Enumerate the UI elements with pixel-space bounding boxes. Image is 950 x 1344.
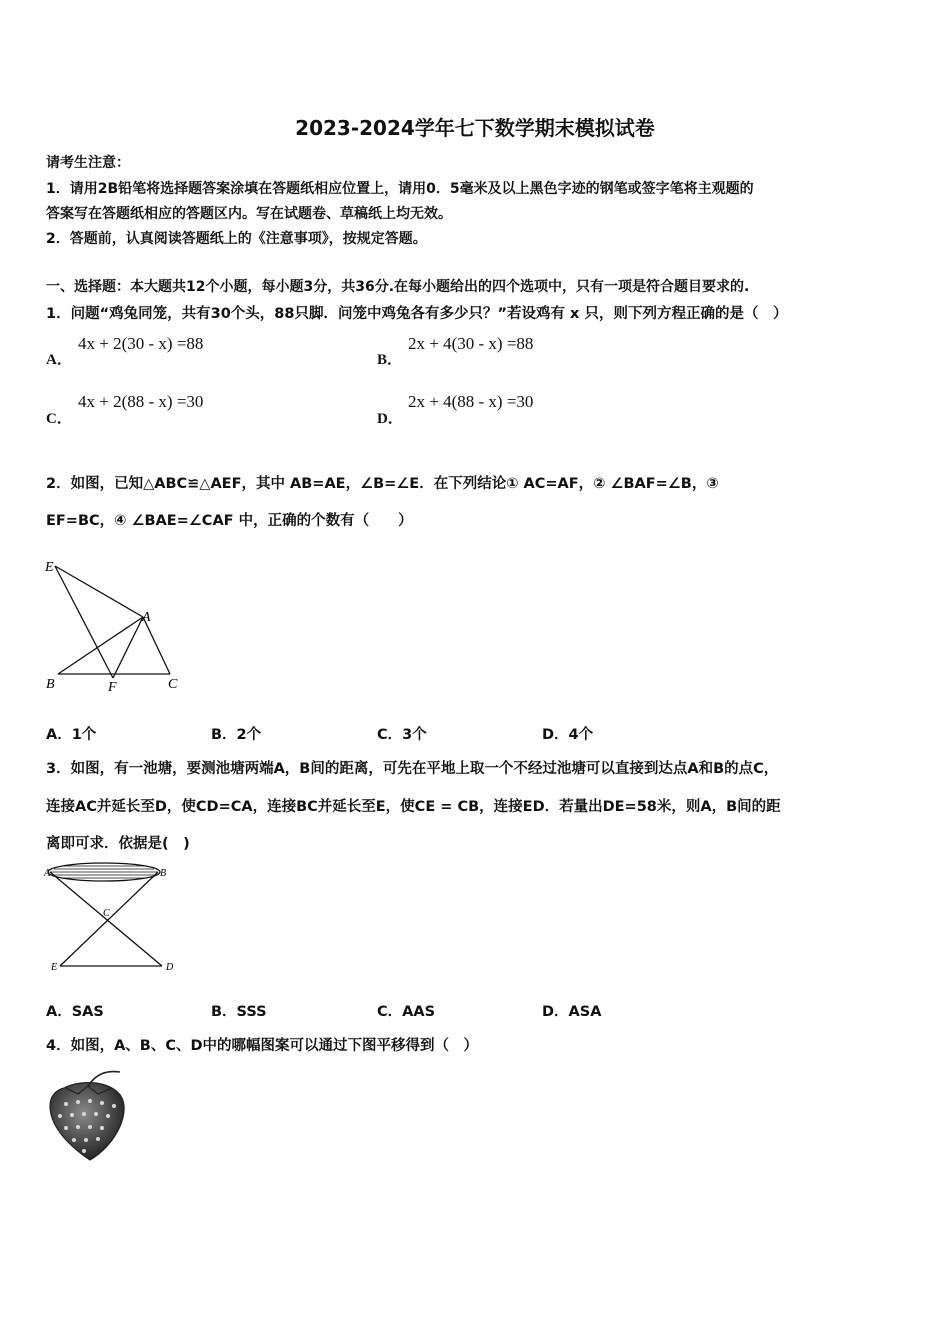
q1-option-b-label: B． [377, 352, 403, 368]
q3-segment-ad [50, 872, 162, 966]
q2-choice-b: B．2个 [211, 727, 262, 743]
q2-choice-a: A．1个 [46, 727, 97, 743]
q1-option-a-label: A． [46, 352, 72, 368]
q3-label-e: E [51, 962, 58, 973]
q2-segment-af [113, 617, 143, 678]
q4-stem: 4．如图，A、B、C、D中的哪幅图案可以通过下图平移得到（ ） [46, 1038, 479, 1054]
q4-strawberry-body [50, 1083, 124, 1160]
q1-stem: 1．问题“鸡兔同笼，共有30个头，88只脚．问笼中鸡兔各有多少只？”若设鸡有 x 只，则下列方程正确的是（ ） [46, 306, 788, 322]
q2-triangle-figure [40, 556, 190, 696]
q3-label-a: A [44, 868, 51, 879]
q2-stem-line-2: EF=BC，④ ∠BAE=∠CAF 中，正确的个数有（ ） [46, 513, 413, 529]
notice-heading: 请考生注意： [46, 155, 130, 171]
q3-stem-line-2: 连接AC并延长至D，使CD=CA，连接BC并延长至E，使CE = CB，连接ED．若量出DE=58米，则A，B间的距 [46, 799, 781, 815]
q1-option-c-equation: 4x + 2(88 - x) =30 [78, 392, 204, 411]
q3-label-b: B [160, 868, 167, 879]
q2-stem-line-1: 2．如图，已知△ABC≌△AEF，其中 AB=AE，∠B=∠E．在下列结论① AC=AF，② ∠BAF=∠B，③ [46, 476, 719, 492]
q3-label-c: C [103, 908, 110, 919]
q3-choice-d: D．ASA [542, 1004, 602, 1020]
q3-pond-figure [40, 856, 180, 976]
q3-choice-a: A．SAS [46, 1004, 104, 1020]
q2-segment-ab [58, 617, 143, 674]
page-title: 2023-2024学年七下数学期末模拟试卷 [295, 116, 655, 140]
q2-choice-c: C．3个 [377, 727, 427, 743]
notice-line-2: 答案写在答题纸相应的答题区内。写在试题卷、草稿纸上均无效。 [46, 206, 452, 222]
q1-option-c-label: C． [46, 411, 72, 427]
q1-option-d-label: D． [377, 411, 403, 427]
q2-label-e: E [45, 560, 54, 575]
q3-label-d: D [166, 962, 174, 973]
notice-line-1: 1．请用2B铅笔将选择题答案涂填在答题纸相应位置上，请用0．5毫米及以上黑色字迹的钢笔或签字笔将主观题的 [46, 181, 754, 197]
notice-line-3: 2．答题前，认真阅读答题纸上的《注意事项》，按规定答题。 [46, 231, 427, 247]
q1-option-a-equation: 4x + 2(30 - x) =88 [78, 334, 204, 353]
q2-segment-ac [143, 617, 170, 674]
q4-strawberry-image [44, 1068, 134, 1168]
q2-label-c: C [168, 677, 178, 692]
q2-label-a: A [142, 610, 151, 625]
q3-stem-line-3: 离即可求．依据是( ) [46, 836, 190, 852]
q2-label-b: B [46, 677, 55, 692]
q3-segment-be [60, 872, 158, 966]
q3-choice-c: C．AAS [377, 1004, 436, 1020]
q2-label-f: F [108, 680, 117, 695]
q1-option-b-equation: 2x + 4(30 - x) =88 [408, 334, 534, 353]
q3-stem-line-1: 3．如图，有一池塘，要测池塘两端A，B间的距离，可先在平地上取一个不经过池塘可以直接到达点A和B的点C， [46, 761, 779, 777]
section-1-heading: 一、选择题：本大题共12个小题，每小题3分，共36分.在每小题给出的四个选项中，只有一项是符合题目要求的. [46, 279, 750, 295]
q3-choice-b: B．SSS [211, 1004, 267, 1020]
q1-option-d-equation: 2x + 4(88 - x) =30 [408, 392, 534, 411]
q2-choice-d: D．4个 [542, 727, 594, 743]
